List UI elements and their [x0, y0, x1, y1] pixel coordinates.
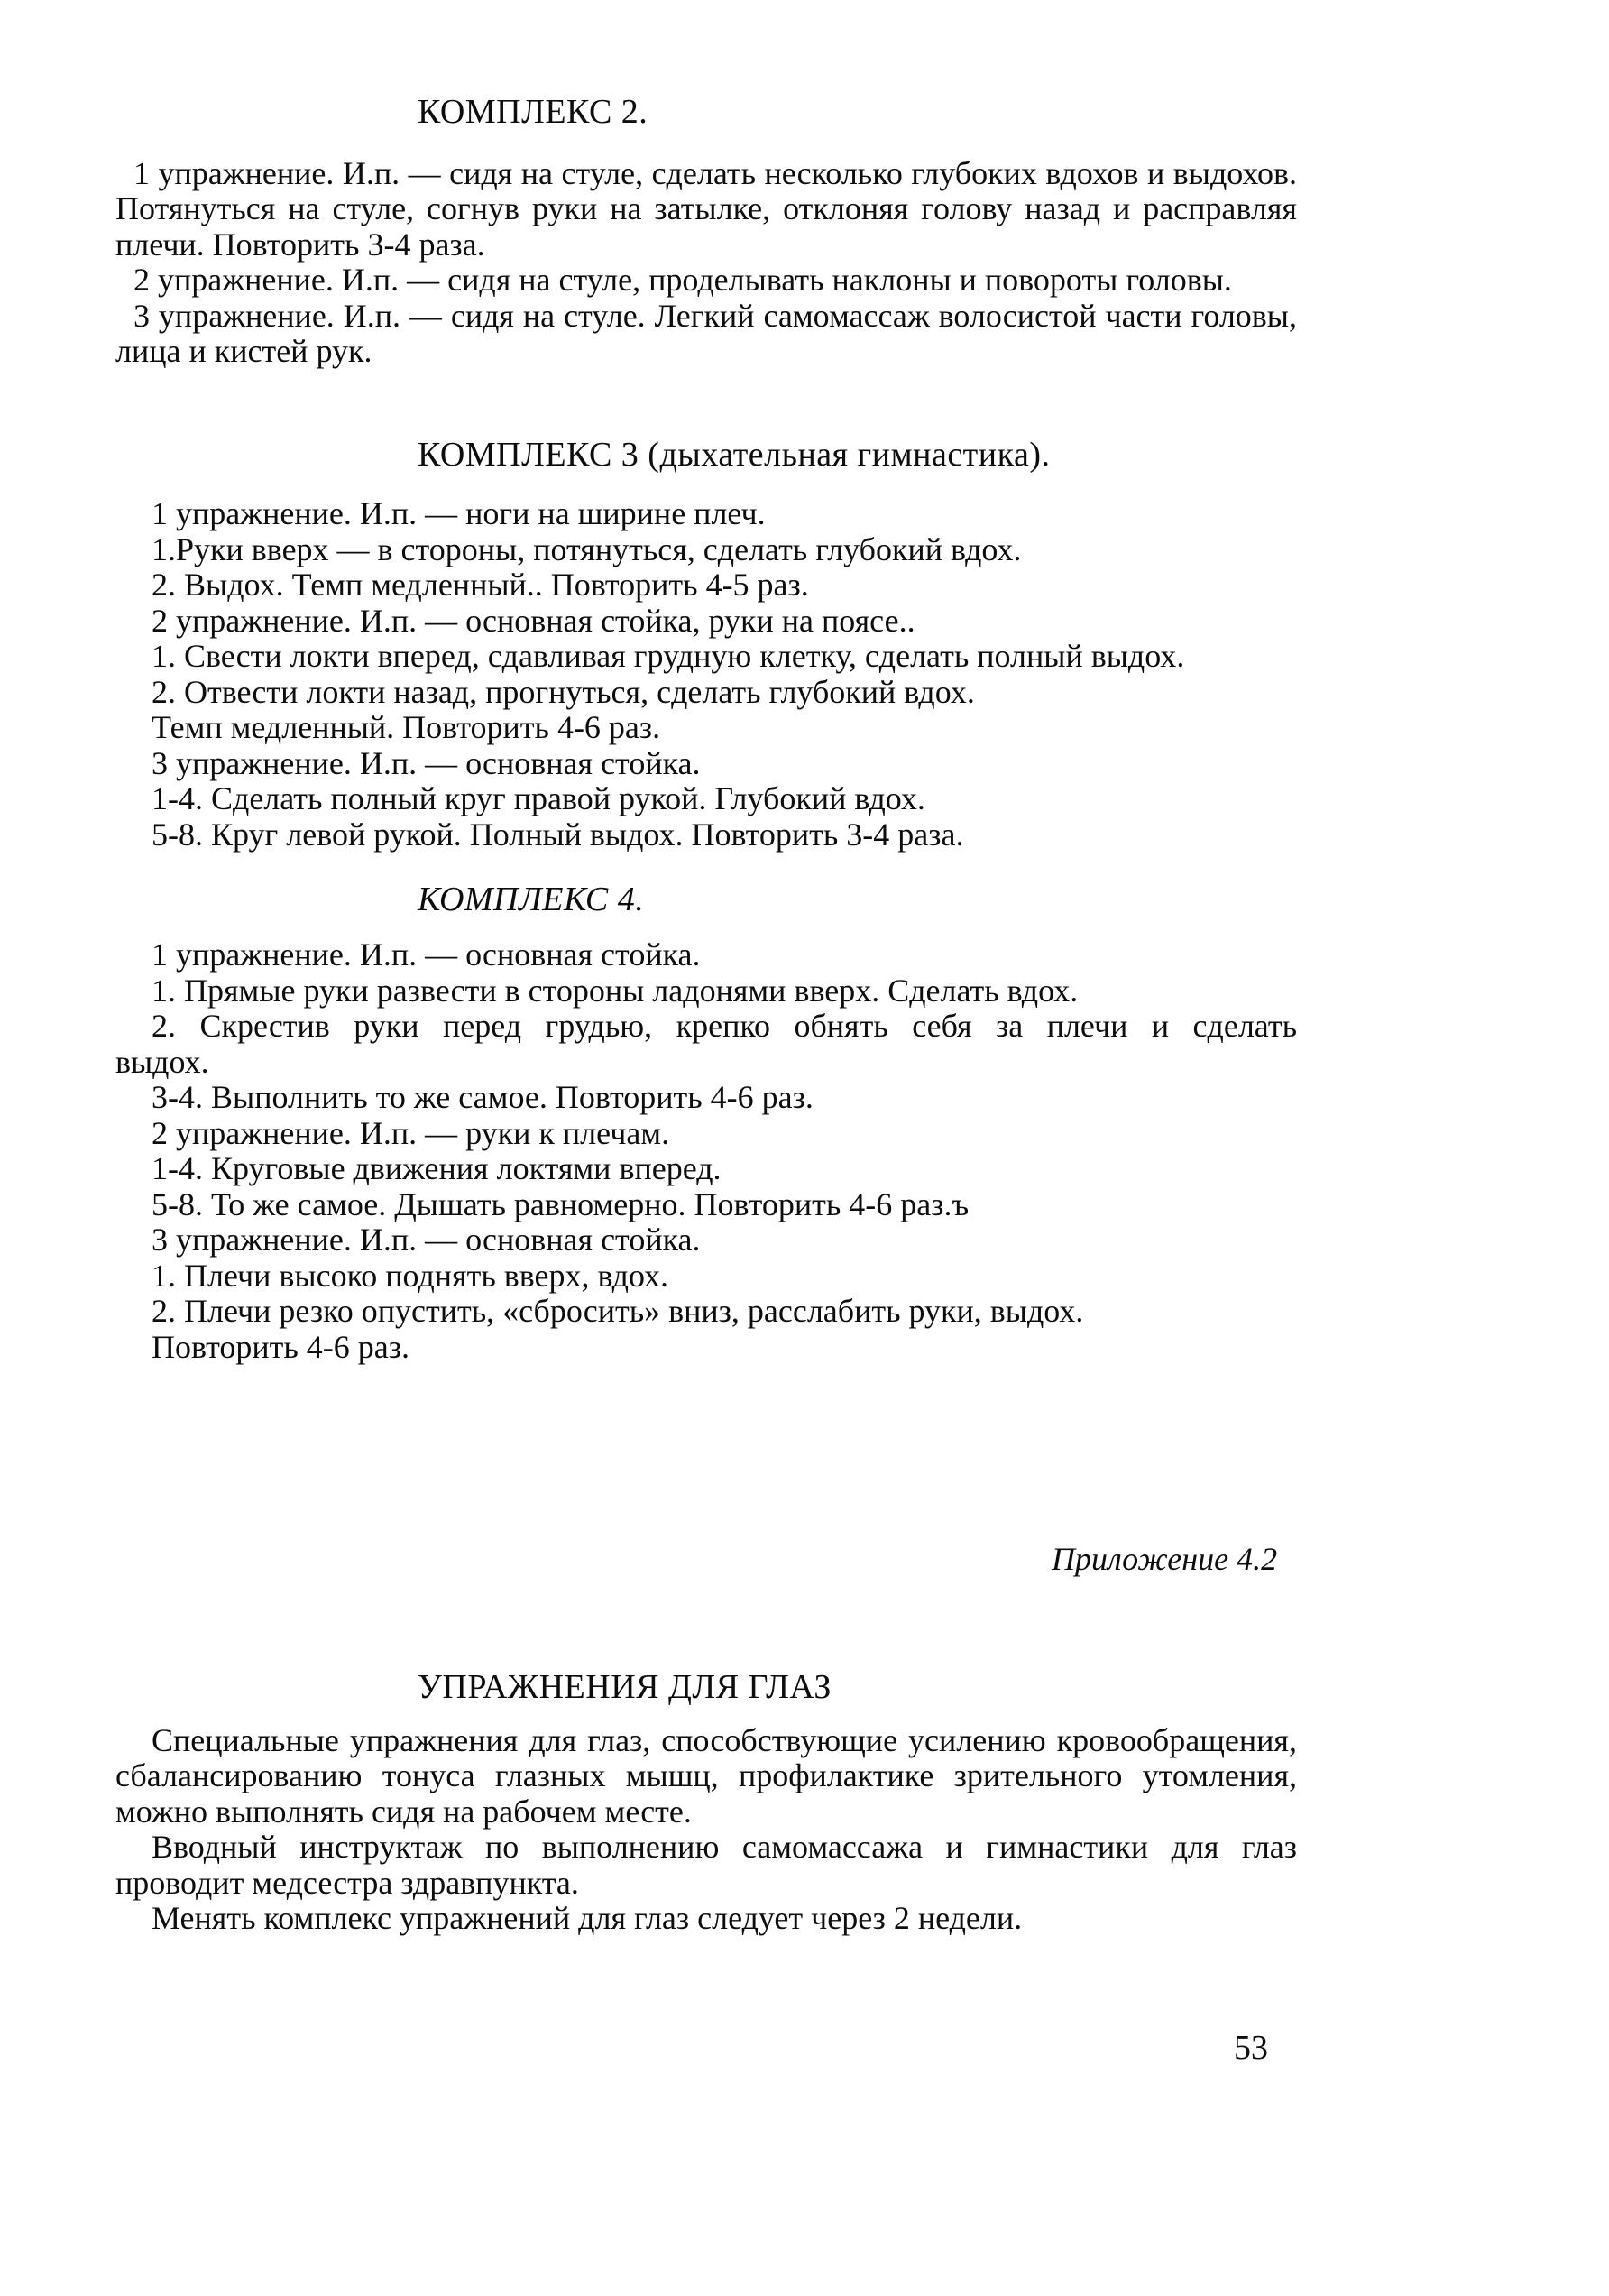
complex-4-line: 1-4. Круговые движения локтями вперед. [152, 1150, 722, 1186]
complex-2-exercise-2: 2 упражнение. И.п. — сидя на стуле, проделывать наклоны и повороты головы. [133, 262, 1232, 299]
page-number: 53 [1234, 2029, 1268, 2067]
complex-4-line: выдох. [115, 1043, 209, 1080]
appendix-label: Приложение 4.2 [1052, 1541, 1278, 1577]
complex-3-body [152, 496, 1184, 853]
complex-2-exercise-1: 1 упражнение. И.п. — сидя на стуле, сделать несколько глубоких вдохов и выдохов. Потянуться на стуле, согнув руки на затылке, отклоняя голову назад и расправляя плечи. Повторить 3-4 раза. [115, 155, 1297, 263]
complex-4-body [115, 936, 1297, 1365]
complex-4-line: 2. Плечи резко опустить, «сбросить» вниз, расслабить руки, выдох. [152, 1293, 1084, 1329]
complex-4-heading: КОМПЛЕКС 4. [418, 881, 645, 918]
eye-exercises-body [115, 1723, 1297, 1936]
complex-3-line: 3 упражнение. И.п. — основная стойка. [152, 744, 701, 781]
complex-4-line: 3 упражнение. И.п. — основная стойка. [152, 1222, 701, 1258]
complex-4-line: 3-4. Выполнить то же самое. Повторить 4-6 раз. [152, 1079, 814, 1115]
complex-3-line: 2 упражнение. И.п. — основная стойка, руки на поясе.. [152, 602, 915, 639]
complex-3-line: 1. Свести локти вперед, сдавливая грудную клетку, сделать полный выдох. [152, 638, 1185, 674]
complex-4-line: 1 упражнение. И.п. — основная стойка. [152, 936, 701, 973]
complex-3-line: 2. Выдох. Темп медленный.. Повторить 4-5 раз. [152, 567, 809, 603]
complex-4-line: 2. Скрестив руки перед грудью, крепко обнять себя за плечи и сделать [152, 1008, 1297, 1044]
complex-3-line: 2. Отвести локти назад, прогнуться, сделать глубокий вдох. [152, 673, 975, 710]
eye-exercises-heading: УПРАЖНЕНИЯ ДЛЯ ГЛАЗ [418, 1668, 832, 1706]
complex-3-line: 1.Руки вверх — в стороны, потянуться, сделать глубокий вдох. [152, 530, 1022, 567]
complex-3-line: 1 упражнение. И.п. — ноги на ширине плеч. [152, 495, 766, 531]
complex-3-line: Темп медленный. Повторить 4-6 раз. [152, 709, 661, 745]
eye-paragraph: Специальные упражнения для глаз, способствующие усилению кровообращения, сбалансированию тонуса глазных мышц, профилактике зрительного утомления, можно выполнять сидя на рабочем месте. [115, 1722, 1297, 1830]
complex-2-heading: КОМПЛЕКС 2. [418, 93, 648, 131]
eye-paragraph: Менять комплекс упражнений для глаз следует через 2 недели. [152, 1900, 1023, 1937]
complex-3-heading: КОМПЛЕКС 3 (дыхательная гимнастика). [418, 436, 1051, 474]
complex-4-line: 1. Плечи высоко поднять вверх, вдох. [152, 1257, 669, 1294]
complex-4-line: 1. Прямые руки развести в стороны ладонями вверх. Сделать вдох. [152, 972, 1079, 1009]
complex-2-exercise-3: 3 упражнение. И.п. — сидя на стуле. Легкий самомассаж волосистой части головы, лица и кистей рук. [115, 297, 1297, 370]
complex-3-line: 1-4. Сделать полный круг правой рукой. Глубокий вдох. [152, 780, 925, 816]
complex-4-line: 2 упражнение. И.п. — руки к плечам. [152, 1114, 670, 1151]
complex-3-line: 5-8. Круг левой рукой. Полный выдох. Повторить 3-4 раза. [152, 816, 964, 853]
complex-4-line: 5-8. То же самое. Дышать равномерно. Повторить 4-6 раз.ъ [152, 1185, 970, 1222]
complex-4-line: Повторить 4-6 раз. [152, 1328, 409, 1365]
complex-2-body [115, 156, 1297, 369]
eye-paragraph: Вводный инструктаж по выполнению самомассажа и гимнастики для глаз проводит медсестра здравпункта. [115, 1829, 1297, 1901]
